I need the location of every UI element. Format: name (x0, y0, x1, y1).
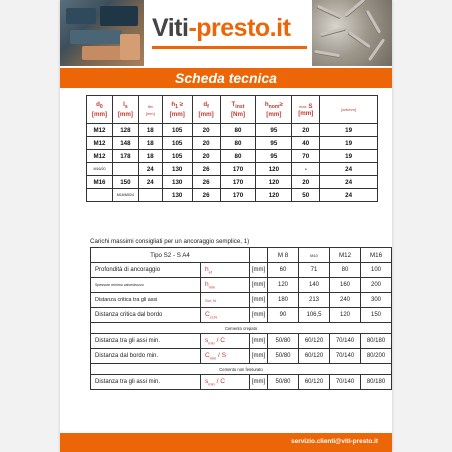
row-value: 106,5 (299, 308, 330, 323)
spec-cell: 19 (320, 137, 378, 150)
row-value: 140 (299, 278, 330, 293)
section-row (91, 323, 392, 334)
spec-cell: 178 (112, 150, 138, 163)
load-table-header (91, 248, 392, 263)
row-value: 60/120 (299, 334, 330, 349)
symbol-main: C (205, 351, 210, 359)
symbol-main: C (205, 310, 210, 318)
symbol-main: Scr, N (205, 297, 216, 303)
row-symbol (201, 349, 250, 364)
logo-underline (152, 46, 307, 49)
spec-cell: 24 (320, 176, 378, 189)
row-value: 60/120 (299, 349, 330, 364)
spec-cell: 95 (256, 137, 292, 150)
load-row (91, 263, 392, 278)
document-page (60, 0, 392, 452)
symbol-main: s (205, 336, 209, 344)
row-value: 80/180 (361, 375, 392, 390)
spec-cell: 70 (292, 150, 320, 163)
symbol-sub: min (208, 340, 215, 346)
spec-cell: 26 (192, 176, 220, 189)
col-tinst: $T_{inst}$ [Nm] (220, 96, 256, 124)
symbol-main: s (205, 377, 209, 385)
col-ls: $l_s$ [mm] (112, 96, 138, 124)
row-unit: [mm] (250, 334, 268, 349)
col-s: max S [mm] (292, 96, 320, 124)
spec-cell: 20 (292, 124, 320, 137)
load-row (91, 278, 392, 293)
symbol-sub: min (208, 381, 215, 387)
row-symbol (201, 278, 250, 293)
row-value: 120 (330, 308, 361, 323)
symbol-suffix: / S (216, 351, 227, 359)
spec-cell: M16/M024 (112, 189, 138, 202)
row-value: 80/180 (361, 334, 392, 349)
spec-cell: 120 (256, 176, 292, 189)
symbol-main: h (205, 280, 209, 288)
spec-cell: 18 (138, 124, 162, 137)
row-label: Distanza tra gli assi min. (91, 334, 201, 349)
size-col-header: M 8 (268, 248, 299, 263)
col-df: $d_f$ [mm] (192, 96, 220, 124)
spec-cell: 20 (192, 137, 220, 150)
spec-cell: 26 (192, 189, 220, 202)
spec-cell: 24 (320, 189, 378, 202)
load-row (91, 293, 392, 308)
spec-cell: M16 (87, 176, 113, 189)
row-value: 90 (268, 308, 299, 323)
row-value: 213 (299, 293, 330, 308)
spec-cell: 105 (162, 124, 192, 137)
row-value: 200 (361, 278, 392, 293)
footer-band (60, 433, 392, 452)
spec-cell: 170 (220, 176, 256, 189)
spec-cell: 105 (162, 137, 192, 150)
symbol-suffix: / C (214, 336, 226, 344)
row-symbol (201, 293, 250, 308)
spec-cell: 26 (192, 163, 220, 176)
spec-cell: 18 (138, 150, 162, 163)
size-col-header: M12 (330, 248, 361, 263)
spec-cell: 40 (292, 137, 320, 150)
spec-cell: 95 (256, 124, 292, 137)
title-band (60, 68, 392, 88)
row-symbol (201, 375, 250, 390)
spec-cell: 50 (292, 189, 320, 202)
spec-cell: 19 (320, 150, 378, 163)
logo-text-main: Viti (152, 14, 189, 42)
row-value: 60 (268, 263, 299, 278)
col-tfix: tfix [mm] (138, 96, 162, 124)
row-label: Spessore minimo calcestruzzo (91, 278, 201, 293)
row-symbol (201, 263, 250, 278)
spec-cell: 80 (220, 137, 256, 150)
row-unit: [mm] (250, 375, 268, 390)
symbol-sub: min (209, 355, 217, 361)
spec-cell: 130 (162, 176, 192, 189)
spec-cell: 19 (320, 124, 378, 137)
row-value: 300 (361, 293, 392, 308)
logo-text-accent: -presto.it (188, 14, 291, 42)
spec-cell: - (292, 163, 320, 176)
spec-cell: 20 (192, 150, 220, 163)
spec-cell: M16/20 (87, 163, 113, 176)
spec-cell: 80 (220, 150, 256, 163)
spec-cell: 20 (292, 176, 320, 189)
row-value: 80 (330, 263, 361, 278)
page-title: Scheda tecnica (175, 70, 277, 86)
row-value: 120 (268, 278, 299, 293)
row-symbol (201, 308, 250, 323)
spec-cell: 20 (192, 124, 220, 137)
row-value: 150 (361, 308, 392, 323)
row-value: 100 (361, 263, 392, 278)
spec-table-header (87, 96, 378, 124)
symbol-suffix: / C (214, 377, 226, 385)
spec-cell: 130 (162, 163, 192, 176)
row-value: 50/80 (268, 375, 299, 390)
spec-row (87, 189, 378, 202)
footer-email[interactable]: servizio.clienti@viti-presto.it (291, 438, 378, 445)
spec-cell (87, 189, 113, 202)
row-value: 60/120 (299, 375, 330, 390)
row-unit: [mm] (250, 349, 268, 364)
row-value: 70/140 (330, 334, 361, 349)
spec-row (87, 150, 378, 163)
load-row (91, 308, 392, 323)
row-label: Distanza critica tra gli assi (91, 293, 201, 308)
tools-photo (60, 0, 144, 66)
row-label: Distanza tra gli assi min. (91, 375, 201, 390)
spec-row (87, 163, 378, 176)
row-value: 80/200 (361, 349, 392, 364)
spec-cell: 18 (138, 137, 162, 150)
row-value: 50/80 (268, 349, 299, 364)
brand-logo (152, 14, 310, 54)
row-value: 70/140 (330, 349, 361, 364)
spec-cell: 24 (320, 163, 378, 176)
section-label: Cemento non fessurato (91, 364, 392, 375)
spec-cell: 170 (220, 163, 256, 176)
row-unit: [mm] (250, 263, 268, 278)
row-value: 160 (330, 278, 361, 293)
header-blank (250, 248, 268, 263)
spec-cell: 95 (256, 150, 292, 163)
row-value: 50/80 (268, 334, 299, 349)
symbol-sub: min (208, 284, 216, 290)
spec-cell (138, 189, 162, 202)
size-col-header: M16 (361, 248, 392, 263)
spec-cell: M12 (87, 137, 113, 150)
col-art: [art/mm] (320, 96, 378, 124)
type-label: Tipo S2 - S A4 (91, 248, 250, 263)
row-label: Distanza dal bordo min. (91, 349, 201, 364)
symbol-main: h (205, 265, 209, 273)
spec-cell: M12 (87, 150, 113, 163)
spec-cell: 130 (162, 189, 192, 202)
row-value: 180 (268, 293, 299, 308)
spec-cell: 150 (112, 176, 138, 189)
row-unit: [mm] (250, 278, 268, 293)
load-table (90, 247, 392, 390)
row-unit: [mm] (250, 293, 268, 308)
section-label: Cemento crepato (91, 323, 392, 334)
load-row (91, 349, 392, 364)
col-d0: $d_0$ [mm] (87, 96, 113, 124)
spec-cell: 105 (162, 150, 192, 163)
spec-cell: 148 (112, 137, 138, 150)
load-row (91, 334, 392, 349)
spec-cell: 24 (138, 163, 162, 176)
symbol-sub: cr,N (209, 314, 217, 320)
spec-cell: 120 (256, 189, 292, 202)
spec-cell: 170 (220, 189, 256, 202)
spec-row (87, 176, 378, 189)
symbol-sub: ef (208, 269, 213, 275)
size-col-header: M10 (299, 248, 330, 263)
spec-row (87, 137, 378, 150)
row-unit: [mm] (250, 308, 268, 323)
col-h1: $h_1$ ≥ [mm] (162, 96, 192, 124)
spec-cell: 80 (220, 124, 256, 137)
col-hnom: $h_{nom}\ge$ [mm] (256, 96, 292, 124)
row-label: Distanza critica dal bordo (91, 308, 201, 323)
screws-photo (312, 0, 392, 66)
section-row (91, 364, 392, 375)
spec-cell: 128 (112, 124, 138, 137)
spec-cell: 120 (256, 163, 292, 176)
row-value: 70/140 (330, 375, 361, 390)
header (60, 0, 392, 66)
spec-cell: M12 (87, 124, 113, 137)
load-row (91, 375, 392, 390)
spec-cell (112, 163, 138, 176)
row-symbol (201, 334, 250, 349)
spec-row (87, 124, 378, 137)
table2-caption: Carichi massimi consigliati per un ancoraggio semplice, 1) (90, 238, 250, 245)
spec-table (86, 95, 378, 202)
row-label: Profondità di ancoraggio (91, 263, 201, 278)
row-value: 71 (299, 263, 330, 278)
spec-cell: 24 (138, 176, 162, 189)
row-value: 240 (330, 293, 361, 308)
